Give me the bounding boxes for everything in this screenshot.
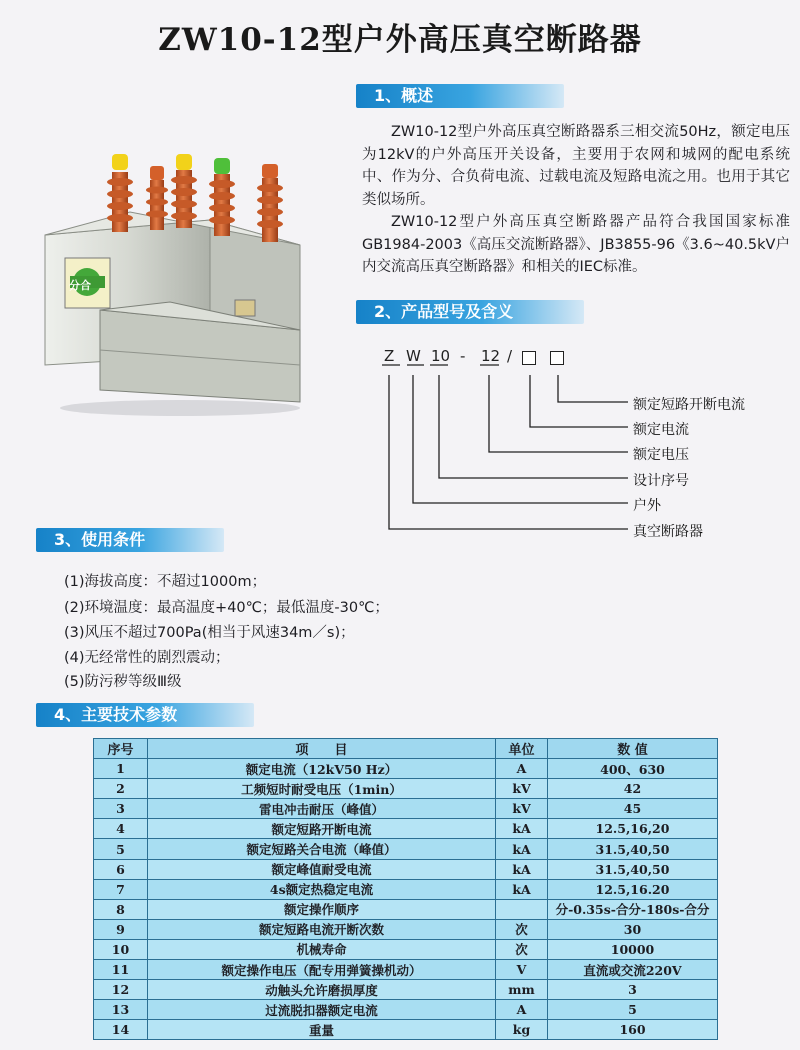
table-row: [94, 879, 718, 899]
model-code-w: W: [406, 347, 421, 365]
params-header-row: [94, 739, 718, 759]
cell-item: 额定短路关合电流（峰值）: [148, 839, 496, 859]
model-label-breaking-current: 额定短路开断电流: [633, 397, 745, 413]
table-row: [94, 1000, 718, 1020]
cell-no: 8: [94, 899, 148, 919]
cell-no: 11: [94, 960, 148, 980]
model-label-outdoor: 户外: [633, 498, 661, 514]
cell-no: 1: [94, 759, 148, 779]
table-row: [94, 759, 718, 779]
model-code-design: 10: [431, 347, 451, 365]
model-label-rated-voltage: 额定电压: [633, 447, 689, 463]
cell-item: 额定短路开断电流: [148, 819, 496, 839]
condition-item: (4)无经常性的剧烈震动；: [64, 650, 230, 666]
cell-value: 5: [548, 1000, 718, 1020]
cell-item: 雷电冲击耐压（峰值）: [148, 799, 496, 819]
cell-value: 42: [548, 779, 718, 799]
cell-no: 12: [94, 980, 148, 1000]
col-header-item: 项 目: [148, 739, 496, 759]
cell-value: 31.5,40,50: [548, 859, 718, 879]
cell-no: 14: [94, 1020, 148, 1040]
cell-unit: kA: [496, 819, 548, 839]
cell-item: 过流脱扣器额定电流: [148, 1000, 496, 1020]
table-row: [94, 859, 718, 879]
cell-item: 额定短路电流开断次数: [148, 919, 496, 939]
cell-no: 6: [94, 859, 148, 879]
cell-no: 13: [94, 1000, 148, 1020]
table-row: [94, 839, 718, 859]
cell-value: 45: [548, 799, 718, 819]
cell-unit: V: [496, 960, 548, 980]
cell-value: 分-0.35s-合分-180s-合分: [548, 899, 718, 919]
condition-item: (5)防污秽等级Ⅲ级: [64, 674, 182, 690]
cell-item: 额定操作顺序: [148, 899, 496, 919]
col-header-unit: 单位: [496, 739, 548, 759]
cell-item: 动触头允许磨损厚度: [148, 980, 496, 1000]
cell-no: 5: [94, 839, 148, 859]
cell-unit: 次: [496, 939, 548, 959]
model-label-rated-current: 额定电流: [633, 422, 689, 438]
cell-no: 9: [94, 919, 148, 939]
model-code-box-current: [522, 351, 536, 365]
cell-item: 额定电流（12kV50 Hz）: [148, 759, 496, 779]
cell-item: 额定操作电压（配专用弹簧操机动）: [148, 960, 496, 980]
cell-no: 10: [94, 939, 148, 959]
cell-value: 31.5,40,50: [548, 839, 718, 859]
cell-value: 直流或交流220V: [548, 960, 718, 980]
col-header-value: 数 值: [548, 739, 718, 759]
cell-unit: 次: [496, 919, 548, 939]
overview-paragraph: ZW10-12型户外高压真空断路器产品符合我国国家标准GB1984-2003《高压交流断路器》、JB3855-96《3.6~40.5kV户内交流高压真空断路器》和相关的IEC标准。: [362, 214, 790, 275]
cell-unit: kA: [496, 879, 548, 899]
cell-item: 重量: [148, 1020, 496, 1040]
model-code-box-breaking: [550, 351, 564, 365]
model-label-design-number: 设计序号: [633, 473, 689, 489]
section-model-heading: 2、产品型号及含义: [356, 300, 584, 324]
cell-no: 2: [94, 779, 148, 799]
table-row: [94, 960, 718, 980]
model-code-slash: /: [507, 347, 513, 365]
cell-no: 3: [94, 799, 148, 819]
section-params-heading: 4、主要技术参数: [36, 703, 254, 727]
model-label-vacuum-breaker: 真空断路器: [633, 524, 703, 540]
table-row: [94, 919, 718, 939]
overview-paragraph: ZW10-12型户外高压真空断路器系三相交流50Hz，额定电压为12kV的户外高压开关设备，主要用于农网和城网的配电系统中、作为分、合负荷电流、过载电流及短路电流之用。也用于其它类似场所。: [362, 124, 790, 208]
col-header-no: 序号: [94, 739, 148, 759]
cell-value: 400、630: [548, 759, 718, 779]
condition-item: (2)环境温度：最高温度+40℃；最低温度-30℃；: [64, 600, 389, 616]
model-code-dash: -: [460, 347, 466, 365]
table-row: [94, 819, 718, 839]
table-row: [94, 980, 718, 1000]
params-table: [93, 738, 718, 1040]
cell-value: 12.5,16,20: [548, 819, 718, 839]
cell-unit: kV: [496, 799, 548, 819]
table-row: [94, 939, 718, 959]
cell-item: 机械寿命: [148, 939, 496, 959]
cell-no: 4: [94, 819, 148, 839]
cell-value: 160: [548, 1020, 718, 1040]
cell-unit: mm: [496, 980, 548, 1000]
model-code-z: Z: [384, 347, 395, 365]
cell-unit: kA: [496, 839, 548, 859]
cell-no: 7: [94, 879, 148, 899]
cell-unit: [496, 899, 548, 919]
cell-item: 4s额定热稳定电流: [148, 879, 496, 899]
table-row: [94, 799, 718, 819]
cell-value: 10000: [548, 939, 718, 959]
cell-item: 额定峰值耐受电流: [148, 859, 496, 879]
cell-unit: A: [496, 759, 548, 779]
condition-item: (3)风压不超过700Pa(相当于风速34m／s)；: [64, 625, 355, 641]
cell-unit: kA: [496, 859, 548, 879]
cell-unit: kV: [496, 779, 548, 799]
cell-value: 3: [548, 980, 718, 1000]
table-row: [94, 1020, 718, 1040]
cell-unit: kg: [496, 1020, 548, 1040]
cell-value: 12.5,16.20: [548, 879, 718, 899]
table-row: [94, 899, 718, 919]
panel-label: 分合: [69, 279, 91, 292]
section-overview-heading: 1、概述: [356, 84, 564, 108]
condition-item: (1)海拔高度：不超过1000m；: [64, 574, 267, 590]
model-code-voltage: 12: [481, 347, 501, 365]
section-conditions-heading: 3、使用条件: [36, 528, 224, 552]
cell-item: 工频短时耐受电压（1min）: [148, 779, 496, 799]
table-row: [94, 779, 718, 799]
cell-value: 30: [548, 919, 718, 939]
cell-unit: A: [496, 1000, 548, 1020]
page-title: ZW10-12型户外高压真空断路器: [158, 22, 642, 58]
